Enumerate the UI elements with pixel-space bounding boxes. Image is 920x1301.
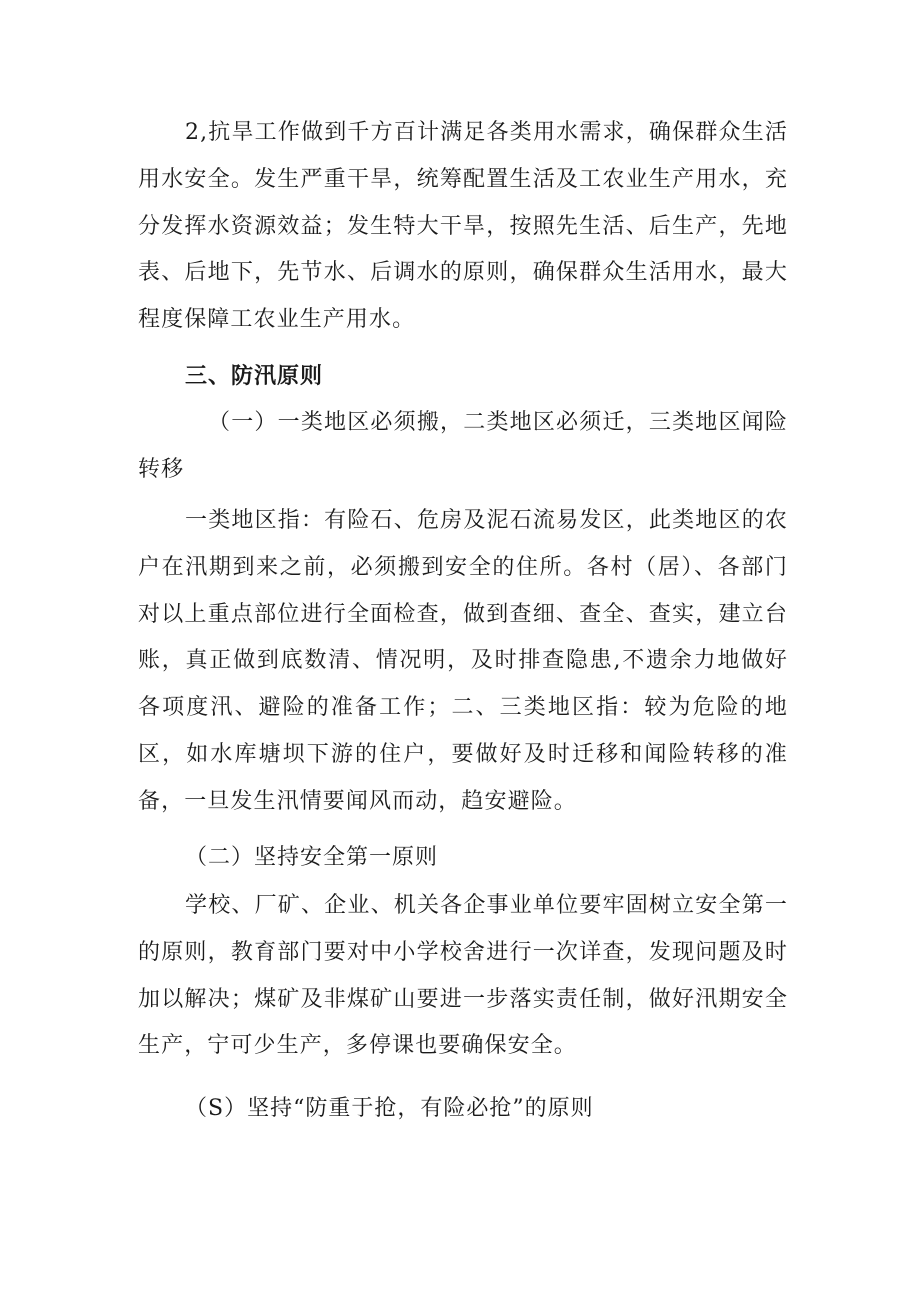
section-heading-flood-principles: 三、防汛原则: [185, 364, 324, 389]
drought-paragraph: 2,抗旱工作做到千方百计满足各类用水需求，确保群众生活用水安全。发生严重干旱，统筹配置生活及工农业生产用水，充分发挥水资源效益；发生特大干旱，按照先生活、后生产，先地表、后地下，先节水、后调水的原则，确保群众生活用水，最大程度保障工农业生产用水。: [138, 120, 788, 333]
subsection-two-title: （二）坚持安全第一原则: [185, 845, 439, 870]
subsection-three-title: （S）坚持“防重于抢，有险必抢”的原则: [185, 1096, 594, 1121]
safety-first-paragraph: 学校、厂矿、企业、机关各企事业单位要牢固树立安全第一的原则，教育部门要对中小学校舍进行一次详查，发现问题及时加以解决；煤矿及非煤矿山要进一步落实责任制，做好汛期安全生产，宁可少生产，多停课也要确保安全。: [138, 893, 788, 1059]
category-areas-paragraph: 一类地区指：有险石、危房及泥石流易发区，此类地区的农户在汛期到来之前，必须搬到安全的住所。各村（居）、各部门对以上重点部位进行全面检查，做到查细、查全、查实，建立台账，真正做到底数清、情况明，及时排查隐患,不遗余力地做好各项度汛、避险的准备工作；二、三类地区指：较为危险的地区，如水库塘坝下游的住户，要做好及时迁移和闻险转移的准备，一旦发生汛情要闻风而动，趋安避险。: [138, 508, 788, 814]
subsection-one-title: （一）一类地区必须搬，二类地区必须迁，三类地区闻险转移: [138, 410, 788, 482]
